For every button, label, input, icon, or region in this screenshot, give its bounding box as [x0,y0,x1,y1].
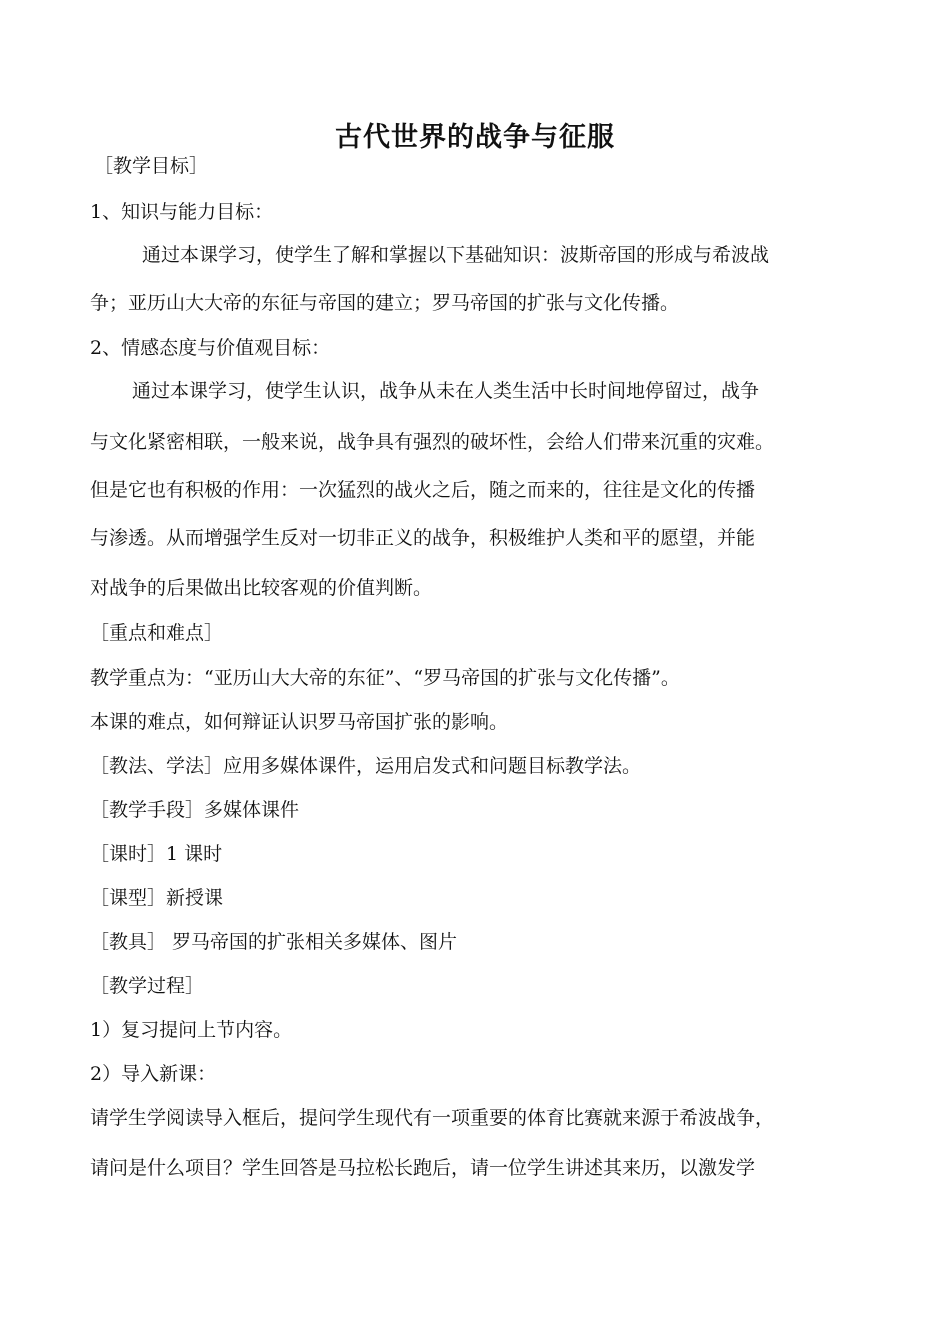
paragraph-line: 请学生学阅读导入框后，提问学生现代有一项重要的体育比赛就来源于希波战争， [90,1107,775,1129]
document-title: 古代世界的战争与征服 [335,122,615,153]
lesson-type-line: ［课型］新授课 [90,887,224,909]
paragraph-line: 与文化紧密相联，一般来说，战争具有强烈的破坏性，会给人们带来沉重的灾难。 [90,431,775,453]
process-step-2: 2）导入新课： [90,1063,217,1085]
key-difficulty-line: 本课的难点，如何辩证认识罗马帝国扩张的影响。 [90,711,509,733]
section-heading-key-points: ［重点和难点］ [90,622,224,644]
teaching-tools-line: ［教具］ 罗马帝国的扩张相关多媒体、图片 [90,931,458,953]
paragraph-line: 争；亚历山大大帝的东征与帝国的建立；罗马帝国的扩张与文化传播。 [90,292,680,314]
paragraph-line: 与渗透。从而增强学生反对一切非正义的战争，积极维护人类和平的愿望，并能 [90,527,756,549]
objective-1-heading: 1、知识与能力目标： [90,201,274,223]
paragraph-line: 通过本课学习，使学生认识，战争从未在人类生活中长时间地停留过，战争 [132,380,760,402]
paragraph-line: 对战争的后果做出比较客观的价值判断。 [90,577,433,599]
teaching-method-line: ［教法、学法］应用多媒体课件，运用启发式和问题目标教学法。 [90,755,642,777]
teaching-means-line: ［教学手段］多媒体课件 [90,799,300,821]
key-focus-line: 教学重点为：“亚历山大大帝的东征”、“罗马帝国的扩张与文化传播”。 [90,667,680,689]
objective-2-heading: 2、情感态度与价值观目标： [90,337,331,359]
paragraph-line: 但是它也有积极的作用：一次猛烈的战火之后，随之而来的，往往是文化的传播 [90,479,756,501]
process-step-1: 1）复习提问上节内容。 [90,1019,293,1041]
section-heading-process: ［教学过程］ [90,975,205,997]
section-heading-objectives: ［教学目标］ [94,155,209,177]
paragraph-line: 请问是什么项目？学生回答是马拉松长跑后，请一位学生讲述其来历，以激发学 [90,1157,756,1179]
class-hours-line: ［课时］1 课时 [90,843,223,865]
paragraph-line: 通过本课学习，使学生了解和掌握以下基础知识：波斯帝国的形成与希波战 [142,244,770,266]
